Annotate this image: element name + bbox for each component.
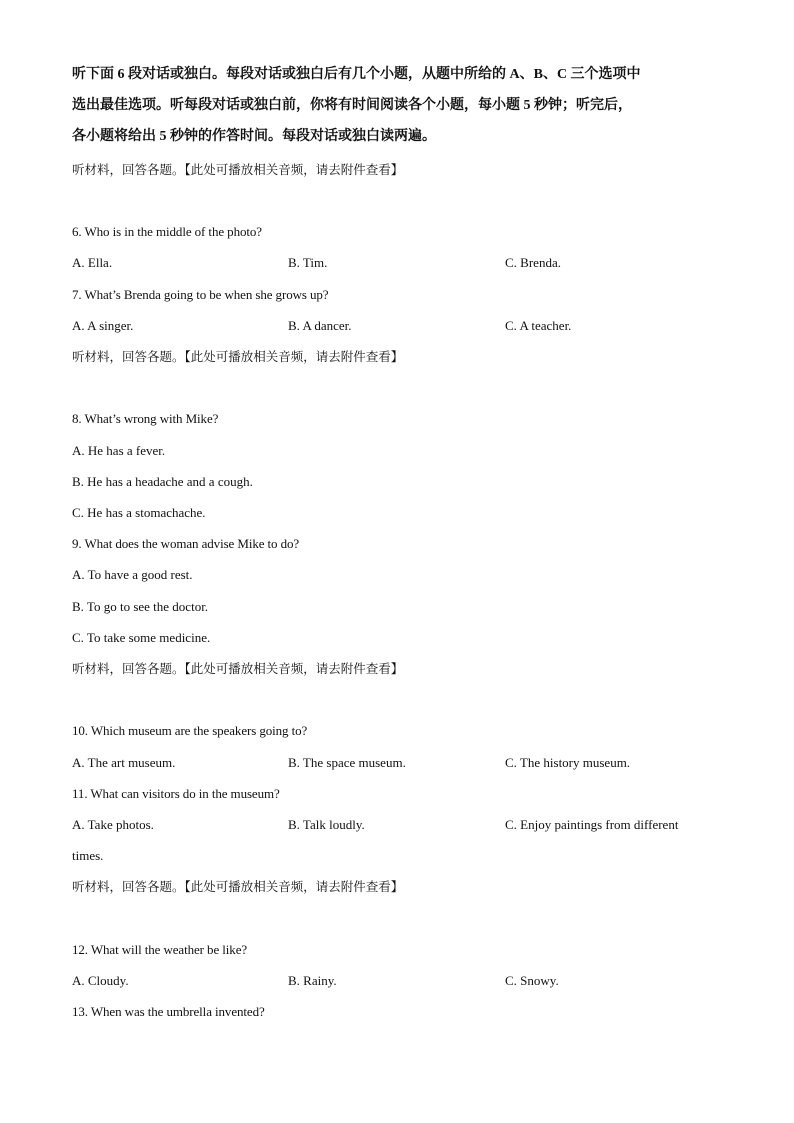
q7-option-c: C. A teacher.: [505, 318, 572, 333]
q12-option-a: A. Cloudy.: [72, 973, 129, 988]
material-prompt: 听材料，回答各题。【此处可播放相关音频，请去附件查看】: [72, 349, 404, 364]
q11-option-b: B. Talk loudly.: [288, 817, 365, 832]
material-prompt: 听材料，回答各题。【此处可播放相关音频，请去附件查看】: [72, 661, 404, 676]
q11-option-c-continuation: times.: [72, 848, 104, 863]
q11-option-c: C. Enjoy paintings from different: [505, 817, 679, 832]
q9-option-b: B. To go to see the doctor.: [72, 599, 209, 614]
q10-option-b: B. The space museum.: [288, 755, 406, 770]
material-prompt: 听材料，回答各题。【此处可播放相关音频，请去附件查看】: [72, 162, 404, 177]
q8-option-a: A. He has a fever.: [72, 443, 166, 458]
material-prompt: 听材料，回答各题。【此处可播放相关音频，请去附件查看】: [72, 879, 404, 894]
q7-option-b: B. A dancer.: [288, 318, 352, 333]
instruction-line-1: 听下面 6 段对话或独白。每段对话或独白后有几个小题，从题中所给的 A、B、C 三个选项中: [72, 67, 641, 82]
q12-option-c: C. Snowy.: [505, 973, 559, 988]
q9-option-a: A. To have a good rest.: [72, 567, 193, 582]
q8-option-b: B. He has a headache and a cough.: [72, 474, 253, 489]
question-11: 11. What can visitors do in the museum?: [72, 786, 280, 801]
instruction-line-2: 选出最佳选项。听每段对话或独白前，你将有时间阅读各个小题，每小题 5 秒钟；听完后，: [72, 98, 632, 113]
question-13: 13. When was the umbrella invented?: [72, 1004, 265, 1019]
q11-option-a: A. Take photos.: [72, 817, 154, 832]
q10-option-a: A. The art museum.: [72, 755, 176, 770]
q6-option-a: A. Ella.: [72, 255, 113, 270]
question-12: 12. What will the weather be like?: [72, 942, 248, 957]
instruction-line-3: 各小题将给出 5 秒钟的作答时间。每段对话或独白读两遍。: [72, 129, 436, 144]
q8-option-c: C. He has a stomachache.: [72, 505, 206, 520]
q6-option-c: C. Brenda.: [505, 255, 561, 270]
question-6: 6. Who is in the middle of the photo?: [72, 224, 262, 239]
q12-option-b: B. Rainy.: [288, 973, 337, 988]
q7-option-a: A. A singer.: [72, 318, 134, 333]
q10-option-c: C. The history museum.: [505, 755, 631, 770]
question-10: 10. Which museum are the speakers going to?: [72, 723, 308, 738]
q6-option-b: B. Tim.: [288, 255, 328, 270]
question-9: 9. What does the woman advise Mike to do?: [72, 536, 300, 551]
question-8: 8. What’s wrong with Mike?: [72, 411, 219, 426]
q9-option-c: C. To take some medicine.: [72, 630, 211, 645]
question-7: 7. What’s Brenda going to be when she grows up?: [72, 287, 329, 302]
